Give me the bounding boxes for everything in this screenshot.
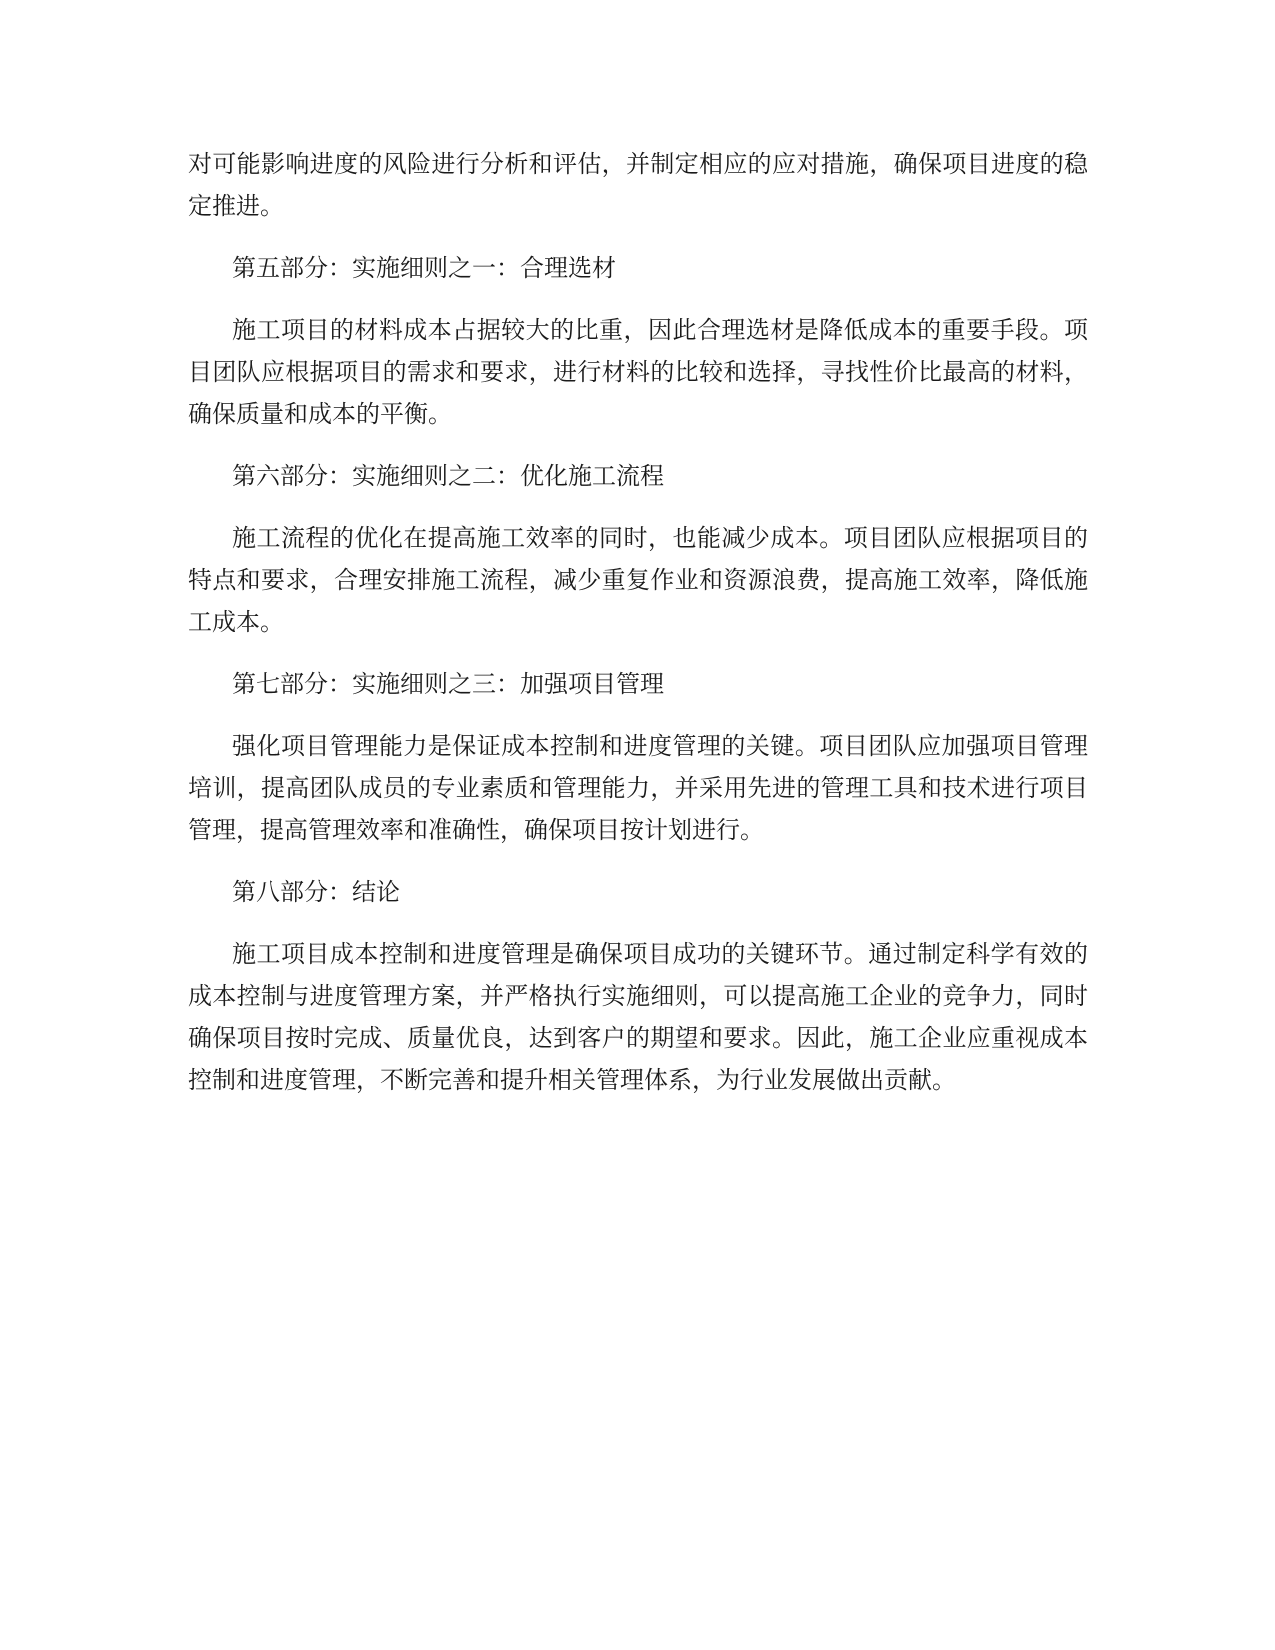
document-body (188, 143, 1088, 1121)
section-heading-6: 第六部分：实施细则之二：优化施工流程 (232, 462, 664, 490)
section-paragraph-8: 施工项目成本控制和进度管理是确保项目成功的关键环节。通过制定科学有效的成本控制与进度管理方案，并严格执行实施细则，可以提高施工企业的竞争力，同时确保项目按时完成、质量优良，达到客户的期望和要求。因此，施工企业应重视成本控制和进度管理，不断完善和提升相关管理体系，为行业发展做出贡献。 (188, 940, 1088, 1094)
section-heading-8: 第八部分：结论 (232, 878, 400, 906)
section-paragraph-6: 施工流程的优化在提高施工效率的同时，也能减少成本。项目团队应根据项目的特点和要求，合理安排施工流程，减少重复作业和资源浪费，提高施工效率，降低施工成本。 (188, 524, 1088, 636)
section-paragraph-7: 强化项目管理能力是保证成本控制和进度管理的关键。项目团队应加强项目管理培训，提高团队成员的专业素质和管理能力，并采用先进的管理工具和技术进行项目管理，提高管理效率和准确性，确保项目按计划进行。 (188, 732, 1088, 844)
section-paragraph-5: 施工项目的材料成本占据较大的比重，因此合理选材是降低成本的重要手段。项目团队应根据项目的需求和要求，进行材料的比较和选择，寻找性价比最高的材料，确保质量和成本的平衡。 (188, 316, 1088, 428)
section-heading-7: 第七部分：实施细则之三：加强项目管理 (232, 670, 664, 698)
continuation-paragraph: 对可能影响进度的风险进行分析和评估，并制定相应的应对措施，确保项目进度的稳定推进。 (188, 150, 1088, 220)
section-heading-5: 第五部分：实施细则之一：合理选材 (232, 254, 616, 282)
